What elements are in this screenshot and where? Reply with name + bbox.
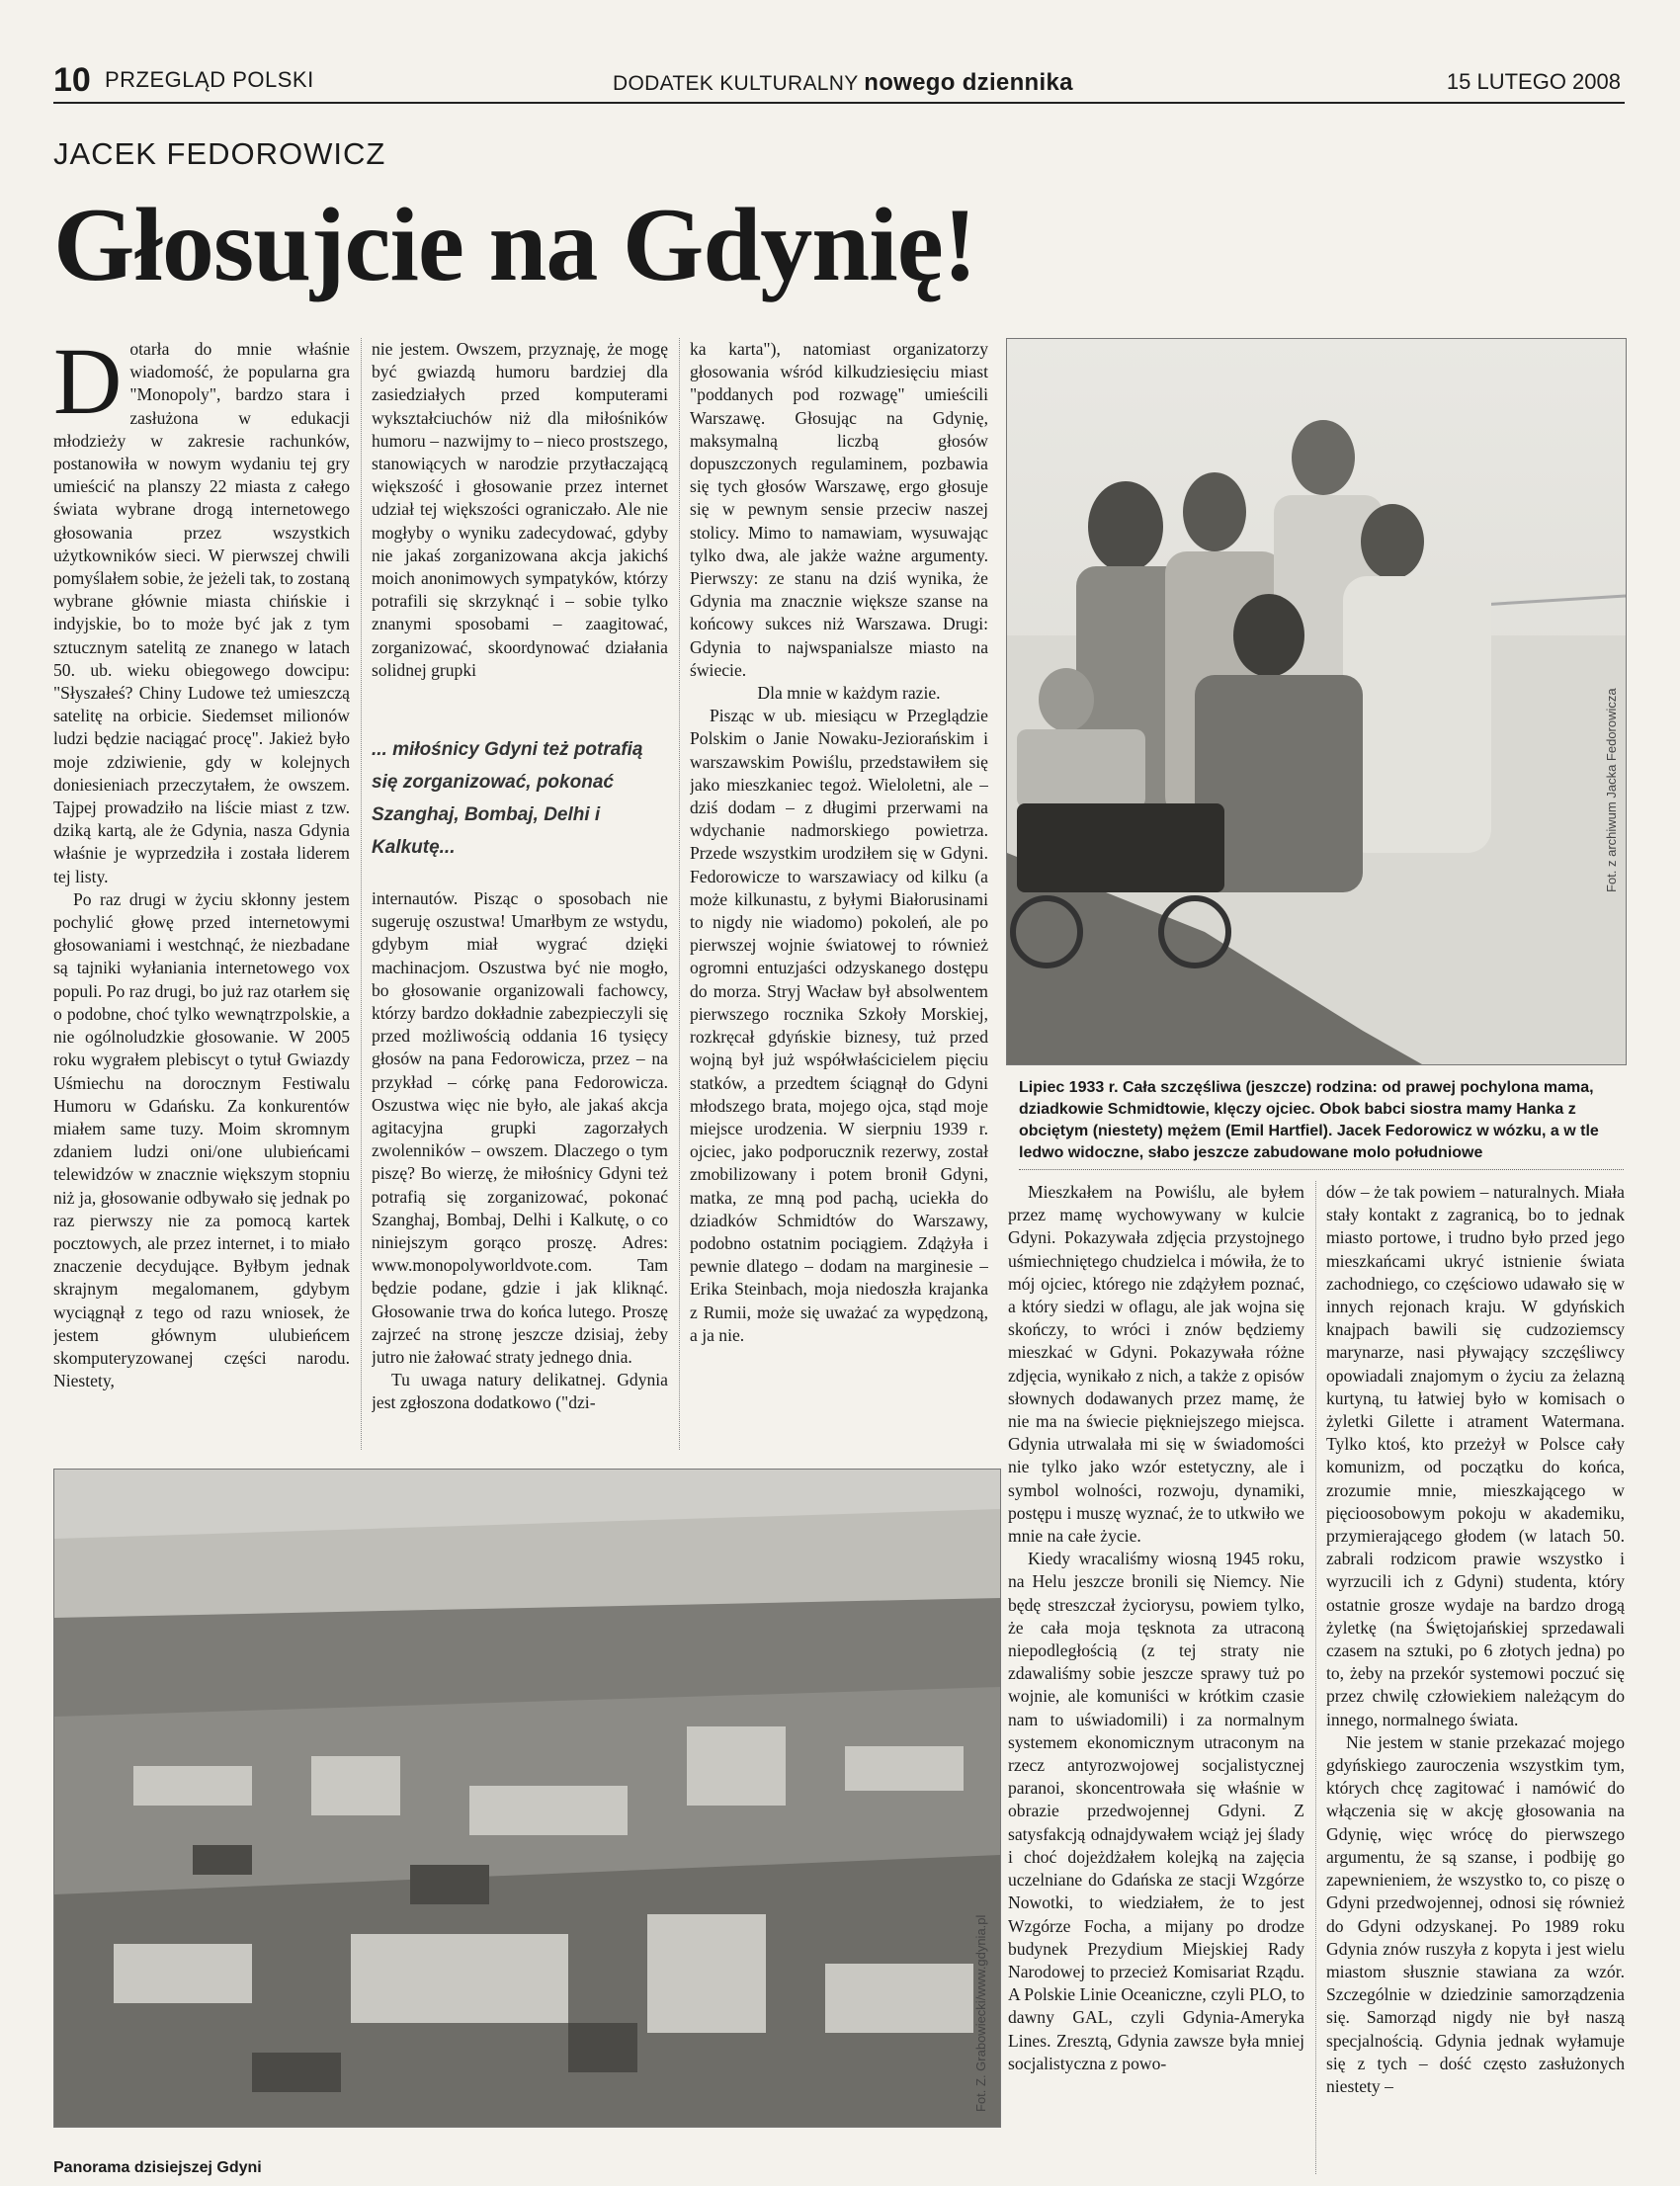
panorama-photo [53,1469,1001,2128]
paragraph: internautów. Pisząc o sposobach nie sugeruję oszustwa! Umarłbym ze wstydu, gdybym miał wygrać dzięki machinacjom. Oszustwa być nie mogło, bo głosowanie organizowali fachowcy, którzy bardzo dokładnie zabezpieczyli się przed możliwością oddania 16 tysięcy głosów na pana Fedorowicza, przez – na przykład – córkę pana Fedorowicza. Oszustwa więc nie było, ale jakaś akcja agitacyjna grupki zagorzałych zwolenników – owszem. Dlaczego o tym piszę? Bo wierzę, że miłośnicy Gdyni też potrafią się zorganizować, pokonać Szanghaj, Bombaj, Delhi i Kalkutę, o co niniejszym gorąco proszę. Adres: www.monopolyworldvote.com. Tam będzie podane, gdzie i jak kliknąć. Głosowanie trwa do końca lutego. Proszę zajrzeć na stronę jeszcze dzisiaj, żeby jutro nie żałować straty jednego dnia. [372,888,668,1368]
article-column-4 [1008,1181,1304,2174]
paragraph: nie jestem. Owszem, przyznaję, że mogę być gwiazdą humoru bardziej dla zasiedziałych przed komputerami wykształciuchów niż dla miłośników humoru – nazwijmy to – nieco prostszego, stanowiących w narodzie przytłaczającą większość i głosowanie przez internet udział tej większości ograniczało. Ale nie mogłyby o wyniku zadecydować, gdyby nie jakaś zorganizowana akcja jakichś moich anonimowych sympatyków, którzy potrafili się skrzyknąć i – sobie tylko znanymi sposobami – zaagitować, zorganizować, skoordynować działania solidnej grupki [372,339,668,680]
panorama-photo-image [54,1470,1000,2127]
supplement-prefix: DODATEK KULTURALNY [613,72,859,95]
article-column-2-bottom [372,887,668,1451]
paragraph: Nie jestem w stanie przekazać mojego gdyńskiego zauroczenia wszystkim tym, których chcę zagitować i namówić do włączenia się w akcję głosowania na Gdynię, więc wrócę do pierwszego argumentu, że są szanse, i podbiję go zapewnieniem, że wszystko to, co piszę o Gdyni przedwojennej, odnosi się również do Gdyni odzyskanej. Po 1989 roku Gdynia znów ruszyła z kopyta i jest wielu miastom słusznie stawiana za wzór. Szczególnie w dziedzinie samorządzenia się. Samorząd nigdy nie był naszą specjalnością. Gdynia jednak wyłamuje się z tych – dość często zasłużonych niestety – [1326,1731,1625,2096]
paragraph: Po raz drugi w życiu skłonny jestem pochylić głowę przed internetowymi głosowaniami i westchnąć, że niezbadane są tajniki wyłaniania internetowego vox populi. Po raz drugi, bo już raz otarłem się o podobne, choć tylko wewnątrzpolskie, a nie ogólnoludzkie głosowanie. W 2005 roku wygrałem plebiscyt o tytuł Gwiazdy Uśmiechu na dorocznym Festiwalu Humoru w Gdańsku. Za konkurentów miałem same tuzy. Moim skromnym zdaniem ludzi oni/one ulubieńcami telewidzów w znacznie większym stopniu niż ja, głosowanie odbywało się jednak po raz pierwszy nie za pomocą kartek pocztowych, ale przez internet, i to miało znaczenie decydujące. Byłbym jednak skrajnym megalomanem, gdybym wyciągnął z tego od razu wniosek, że jestem głównym ulubieńcem skomputeryzowanej części narodu. Niestety, [53,888,350,1391]
pull-quote: ... miłośnicy Gdyni też potrafią się zorganizować, pokonać Szanghaj, Bombaj, Delhi i Kalkutę... [372,739,643,858]
paragraph: ka karta"), natomiast organizatorzy głosowania wśród kilkudziesięciu miast "poddanych pod rozwagę" umieścili Warszawę. Głosując na Gdynię, maksymalną liczbą głosów dopuszczonych regulaminem, pozbawia się tych głosów Warszawę, ergo głosuje się w pewnym sensie przeciw naszej stolicy. Mimo to namawiam, wysuwając tylko dwa, ale jakże ważne argumenty. Pierwszy: ze stanu na dziś wynika, że Gdynia ma znacznie większe szanse na końcowy sukces niż Warszawa. Drugi: Gdynia to najwspanialsze miasto na świecie. [690,339,988,680]
page-number: 10 [53,61,91,99]
column-divider [361,338,362,1450]
column-divider [1315,1181,1316,2174]
article-column-5 [1326,1181,1625,2174]
photo-caption: Panorama dzisiejszej Gdyni [53,2159,262,2176]
family-photo-image [1007,339,1626,1064]
issue-date: 15 LUTEGO 2008 [1446,69,1621,94]
photo-credit: Fot. Z. Grabowiecki/www.gdynia.pl [973,1914,988,2112]
paragraph: Dla mnie w każdym razie. [757,683,941,704]
newspaper-name: nowego dziennika [864,69,1073,96]
paragraph: dów – że tak powiem – naturalnych. Miała stały kontakt z zagranicą, bo to jednak miasto portowe, i trudno było przed jego mieszkańcami ukryć istnienie świata zachodniego, co częściowo udawało się w innych rejonach kraju. W gdyńskich knajpach bawili się cudzoziemscy marynarze, nasi pływający szczęśliwcy opowiadali znajomym o życiu za żelazną kurtyną, tu łatwiej było w komisach o żyletki Gilette i atrament Watermana. Tylko ktoś, kto przeżył w Polsce cały komunizm, od początku do końca, zrozumie mnie, mieszkającego w pięcioosobowym pokoju w akademiku, przymierającego głodem (w latach 50. zabrali rodzicom prawie wszystko i wyrzucili ich z Gdyni) studenta, który ostatnie grosze wydaje na bardzo drogą żyletkę (na Świętojańskiej sprzedawali czasem na sztuki, po 6 złotych jedna) po to, żeby na przekór systemowi poczuć się przez chwilę człowiekiem należącym do innego, normalnego świata. [1326,1182,1625,1729]
photo-caption: Lipiec 1933 r. Cała szczęśliwa (jeszcze) rodzina: od prawej pochylona mama, dziadkowie Schmidtowie, klęczy ojciec. Obok babci siostra mamy Hanka z obciętym (niestety) mężem (Emil Hartfiel). Jacek Fedorowicz w wózku, a w tle ledwo widoczne, słabo jeszcze zabudowane molo południowe [1019,1079,1599,1161]
paragraph: Mieszkałem na Powiślu, ale byłem przez mamę wychowywany w kulcie Gdyni. Pokazywała zdjęcia przystojnego uśmiechniętego chudzielca i mówiła, że to mój ojciec, którego nie zdążyłem poznać, a który siedzi w oflagu, ale jak wojna się skończy, to wróci i znów będziemy mieszkać w Gdyni. Pokazywała różne zdjęcia, wynikało z nich, a także z opisów słownych dodawanych przez mamę, że nie ma na świecie piękniejszego miejsca. Gdynia utrwalała mi się w świadomości nie tylko jako wzór estetyczny, ale i symbol wolności, rozwoju, dynamiki, postępu i muszę wyznać, że to utkwiło we mnie na całe życie. [1008,1182,1304,1547]
family-photo [1006,338,1627,1065]
supplement-title [613,69,1073,97]
caption-divider [1019,1169,1624,1170]
paragraph: Dotarła do mnie właśnie wiadomość, że popularna gra "Monopoly", bardzo stara i zasłużona w edukacji młodzieży w zakresie rachunków, postanowiła w nowym wydaniu tej gry umieścić na planszy 22 miasta z całego świata wybrane drogą internetowego głosowania przez wszystkich użytkowników sieci. W pierwszej chwili pomyślałem sobie, że jeżeli tak, to zostaną wybrane głównie miasta chińskie i indyjskie, bo to może być jak z tym sztucznym satelitą ze znanego w latach 50. ub. wieku obiegowego dowcipu: "Słyszałeś? Chiny Ludowe też umieszczą satelitę na orbicie. Siedemset milionów ludzi będzie naciągać procę". Jakież było moje zdziwienie, gdy w kolejnych doniesieniach przeczytałem, że owszem. Tajpej prowadziło na liście miast z tzw. dziką kartą, ale że Gdynia, nasza Gdynia właśnie je wyprzedziła i została liderem tej listy. [53,338,350,886]
article-column-1 [53,338,350,1450]
author-byline: JACEK FEDOROWICZ [53,136,386,171]
header-rule [53,102,1625,104]
paragraph: Kiedy wracaliśmy wiosną 1945 roku, na Helu jeszcze bronili się Niemcy. Nie będę streszczał życiorysu, powiem tylko, że cała moja tęsknota za utraconą niepodległością (z tej straty nie zdawaliśmy sobie jeszcze sprawy tuż po wojnie, ale komuniści w krótkim czasie nam to uświadomili) i za normalnym systemem ekonomicznym utraconym na rzecz antyrozwojowej socjalistycznej paranoi, skoncentrowała się właśnie w obrazie przedwojennej Gdyni. Z satysfakcją odnajdywałem wciąż jej ślady i choć dojeżdżałem kolejką na zajęcia uczelniane do Gdańska ze stacji Wzgórze Nowotki, to wiedziałem, że to jest Wzgórze Focha, a mijany po drodze budynek Prezydium Miejskiej Rady Narodowej to przecież Komisariat Rządu. A Polskie Linie Oceaniczne, czyli PLO, to dawny GAL, czyli Gdynia-Ameryka Lines. Zresztą, Gdynia zawsze była mniej socjalistyczna z powo- [1008,1549,1304,2073]
paragraph: Tu uwaga natury delikatnej. Gdynia jest zgłoszona dodatkowo ("dzi- [372,1370,668,1413]
column-divider [679,338,680,1450]
drop-cap: D [53,338,123,434]
paragraph: Pisząc w ub. miesiącu w Przeglądzie Polskim o Janie Nowaku-Jeziorańskim i warszawskim Powiślu, przedstawiłem się jako mieszkaniec tegoż. Wieloletni, ale – dziś dodam – z długimi przerwami na wdychanie nadmorskiego powietrza. Przede wszystkim urodziłem się w Gdyni. Fedorowicze to warszawiacy od kilku (a może kilkunastu, z byłymi Białorusinami to nigdy nie wiadomo) pokoleń, ale po pierwszej wojnie światowej to również ogromni entuzjaści odzyskanego dostępu do morza. Stryj Wacław był absolwentem pierwszego rocznika Szkoły Morskiej, rozkręcał gdyńskie biznesy, tuż przed wojną był już współwłaścicielem pięciu statków, a przedtem ściągnął do Gdyni młodszego brata, mojego ojca, stąd moje miejsce urodzenia. W sierpniu 1939 r. ojciec, jako podporucznik rezerwy, został zmobilizowany i potem bronił Gdyni, matka, ze mną pod pachą, uciekła do dziadków Schmidtów do Warszawy, podobno ostatnim pociągiem. Zdążyła i pewnie dlatego – dodam na marginesie – Erika Steinbach, moja niedoszła krajanka z Rumii, może się uważać za wypędzoną, a ja nie. [690,706,988,1345]
article-headline: Głosujcie na Gdynię! [53,187,977,302]
article-column-3 [690,338,988,1450]
photo-credit: Fot. z archiwum Jacka Fedorowicza [1604,688,1619,892]
section-name: PRZEGLĄD POLSKI [105,67,314,92]
article-column-2-top [372,338,668,694]
